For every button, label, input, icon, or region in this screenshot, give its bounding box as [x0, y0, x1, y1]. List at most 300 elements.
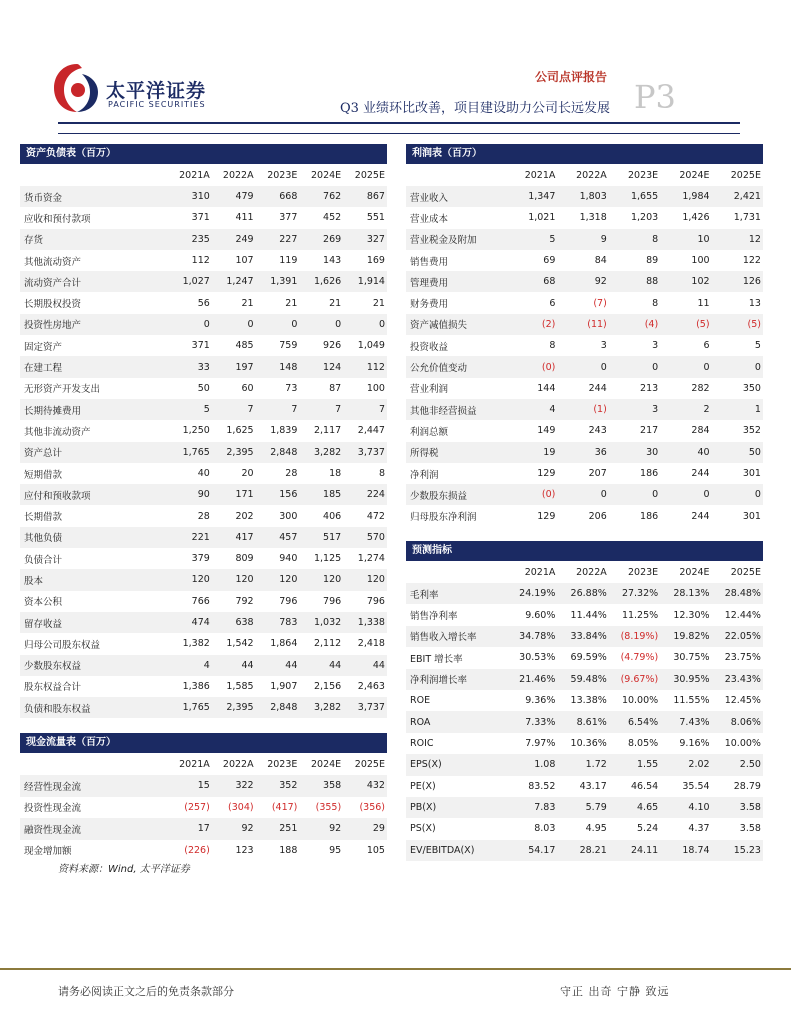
row-label: 其他非经营损益	[410, 405, 477, 417]
table-row	[406, 711, 763, 732]
row-label: 归母公司股东权益	[24, 639, 101, 651]
row-label: 资产总计	[24, 448, 63, 460]
row-label: 留存收益	[24, 618, 63, 630]
row-label: PE(X)	[410, 780, 436, 792]
table-cell: 452	[323, 212, 342, 224]
table-cell: 244	[691, 510, 710, 522]
table-cell: 7	[247, 404, 254, 416]
table-cell: 6	[703, 340, 710, 352]
row-label: EPS(X)	[410, 759, 442, 771]
income-statement-table	[406, 144, 763, 527]
year-header: 2024E	[311, 758, 342, 770]
table-cell: 186	[640, 510, 659, 522]
table-cell: 28	[285, 468, 298, 479]
table-cell: (257)	[184, 801, 210, 813]
table-cell: 36	[594, 446, 607, 458]
table-cell: 90	[197, 489, 210, 501]
table-row	[406, 356, 763, 377]
table-cell: 5	[203, 404, 210, 416]
table-cell: 27.32%	[621, 588, 659, 600]
table-cell: 0	[703, 361, 710, 373]
table-cell: 7.33%	[525, 716, 556, 728]
logo-en-text: PACIFIC SECURITIES	[108, 100, 206, 109]
table-cell: 249	[235, 233, 254, 245]
table-cell: 3.58	[739, 802, 761, 814]
row-label: 营业收入	[410, 192, 449, 204]
table-cell: 1,032	[313, 617, 342, 629]
year-header: 2025E	[730, 169, 761, 181]
table-row	[406, 797, 763, 818]
table-cell: 7	[378, 404, 385, 416]
table-cell: 105	[366, 844, 385, 856]
table-cell: 1	[754, 404, 761, 416]
table-cell: (5)	[747, 318, 761, 330]
table-cell: 8.03	[534, 823, 556, 835]
table-cell: 5	[549, 233, 556, 245]
table-cell: 1,021	[528, 212, 556, 224]
disclaimer-text: 请务必阅读正文之后的免责条款部分	[58, 985, 234, 998]
table-cell: 457	[279, 531, 298, 543]
table-row	[406, 399, 763, 420]
table-row	[406, 250, 763, 271]
table-cell: 301	[742, 468, 761, 479]
table-header	[20, 164, 387, 186]
table-cell: 12	[748, 233, 761, 245]
table-cell: 2	[703, 404, 710, 416]
table-cell: 10	[697, 233, 710, 245]
table-cell: 411	[235, 212, 254, 224]
row-label: EV/EBITDA(X)	[410, 844, 475, 856]
year-header: 2023E	[267, 169, 298, 181]
table-cell: 235	[191, 233, 210, 245]
company-motto: 守正 出奇 宁静 致远	[560, 985, 670, 998]
table-cell: 4	[203, 659, 210, 671]
table-cell: 2,848	[270, 446, 298, 458]
row-label: EBIT 增长率	[410, 653, 463, 665]
row-label: 负债合计	[24, 554, 63, 566]
year-header: 2022A	[576, 566, 607, 578]
table-cell: 88	[646, 276, 659, 288]
table-cell: 940	[279, 553, 298, 565]
table-row	[20, 442, 387, 463]
table-row	[406, 292, 763, 313]
table-cell: 7.43%	[679, 716, 710, 728]
table-cell: 13	[748, 297, 761, 309]
table-row	[406, 186, 763, 207]
table-cell: (0)	[541, 361, 556, 373]
table-cell: 1,203	[630, 212, 659, 224]
table-cell: 21.46%	[519, 673, 556, 685]
row-label: 归母股东净利润	[410, 512, 477, 524]
table-row	[406, 442, 763, 463]
table-cell: 34.78%	[519, 630, 556, 642]
table-cell: 2,463	[357, 680, 385, 692]
table-cell: 144	[537, 382, 556, 394]
table-cell: 327	[366, 233, 385, 245]
table-cell: 244	[588, 382, 607, 394]
table-row	[406, 420, 763, 441]
table-cell: 213	[640, 382, 659, 394]
table-cell: 0	[652, 489, 659, 501]
row-label: ROA	[410, 716, 431, 728]
table-cell: 7	[291, 404, 298, 416]
row-label: 投资性房地产	[24, 320, 82, 332]
table-cell: 126	[742, 276, 761, 288]
year-header: 2022A	[576, 169, 607, 181]
table-cell: 1,839	[270, 425, 298, 437]
table-cell: 18	[329, 468, 342, 479]
page-number: P3	[634, 78, 676, 116]
table-cell: 169	[366, 255, 385, 267]
row-label: 营业税金及附加	[410, 235, 477, 247]
row-label: 其他非流动资产	[24, 426, 91, 438]
year-header: 2023E	[627, 566, 659, 578]
table-cell: 84	[594, 255, 607, 267]
table-row	[20, 463, 387, 484]
table-row	[20, 818, 387, 840]
year-header: 2021A	[524, 169, 556, 181]
table-header	[20, 753, 387, 775]
table-cell: 300	[279, 510, 298, 522]
table-cell: (7)	[593, 297, 607, 309]
table-cell: 7.97%	[525, 737, 556, 749]
table-cell: 668	[279, 191, 298, 203]
table-cell: 11.55%	[673, 695, 710, 707]
table-row	[20, 569, 387, 590]
table-cell: 269	[323, 233, 342, 245]
table-cell: (4.79%)	[620, 652, 659, 664]
table-cell: (226)	[184, 844, 210, 856]
row-label: 固定资产	[24, 341, 63, 353]
table-cell: 2,395	[226, 446, 254, 458]
table-cell: 40	[197, 468, 210, 479]
table-cell: 1.08	[534, 759, 556, 771]
table-cell: 796	[366, 595, 385, 607]
table-cell: 124	[323, 361, 342, 373]
table-cell: 54.17	[528, 844, 556, 856]
year-header: 2025E	[354, 758, 385, 770]
table-cell: 0	[335, 318, 342, 330]
table-cell: 1,382	[182, 638, 210, 650]
table-cell: 149	[537, 425, 556, 437]
table-cell: 783	[279, 617, 298, 629]
table-cell: 10.00%	[724, 737, 761, 749]
table-cell: 1,731	[733, 212, 761, 224]
table-row	[406, 604, 763, 625]
table-cell: (355)	[315, 801, 342, 813]
row-label: 销售净利率	[410, 611, 458, 623]
table-cell: 759	[279, 340, 298, 352]
table-cell: 9.16%	[679, 737, 710, 749]
row-label: 负债和股东权益	[24, 703, 91, 715]
table-cell: 2,112	[313, 638, 342, 650]
table-cell: 56	[197, 297, 210, 309]
year-header: 2023E	[267, 758, 298, 770]
table-cell: 251	[279, 823, 298, 835]
table-cell: 5.24	[637, 823, 659, 835]
table-cell: 1,049	[357, 340, 385, 352]
table-cell: 2.50	[739, 759, 761, 771]
table-cell: 1,542	[226, 638, 254, 650]
table-row	[20, 229, 387, 250]
header-divider	[58, 122, 740, 124]
table-cell: 143	[323, 255, 342, 267]
row-label: 投资收益	[410, 341, 449, 353]
table-row	[406, 505, 763, 526]
table-row	[20, 250, 387, 271]
row-label: 货币资金	[24, 192, 63, 204]
table-cell: 1,984	[682, 191, 710, 203]
table-cell: 352	[279, 780, 298, 792]
table-cell: 9	[600, 233, 607, 245]
table-cell: 15	[197, 780, 210, 792]
report-type: 公司点评报告	[535, 70, 608, 84]
table-cell: 21	[285, 297, 298, 309]
table-cell: 796	[279, 595, 298, 607]
table-cell: 371	[191, 340, 210, 352]
table-cell: (0)	[541, 489, 556, 501]
row-label: PS(X)	[410, 823, 436, 835]
row-label: 短期借款	[24, 469, 63, 481]
table-cell: 6	[549, 297, 556, 309]
table-cell: 11.44%	[570, 609, 607, 621]
table-cell: 23.43%	[724, 673, 761, 685]
table-cell: 33	[197, 361, 210, 373]
row-label: 资本公积	[24, 597, 63, 609]
year-header: 2024E	[311, 169, 342, 181]
table-cell: 221	[191, 531, 210, 543]
table-cell: 350	[742, 382, 761, 394]
table-cell: 1,250	[182, 425, 210, 437]
table-cell: 188	[279, 844, 298, 856]
table-cell: 0	[600, 489, 607, 501]
table-cell: 0	[703, 489, 710, 501]
table-cell: 479	[235, 191, 254, 203]
table-cell: 474	[191, 617, 210, 629]
table-cell: 1,386	[182, 680, 210, 692]
table-cell: (5)	[696, 318, 710, 330]
row-label: 管理费用	[410, 277, 449, 289]
table-cell: 3	[600, 340, 607, 352]
table-cell: 3,282	[313, 702, 342, 714]
table-cell: 9.36%	[525, 695, 556, 707]
table-cell: 1,907	[270, 680, 298, 692]
table-cell: 4.10	[688, 802, 710, 814]
table-cell: 377	[279, 212, 298, 224]
table-cell: 4.37	[688, 823, 710, 835]
row-label: ROIC	[410, 737, 434, 749]
table-cell: 24.11	[630, 844, 659, 856]
table-cell: 11.25%	[621, 609, 659, 621]
table-cell: 244	[691, 468, 710, 479]
table-cell: 7	[335, 404, 342, 416]
table-cell: 29	[372, 823, 385, 835]
table-cell: 310	[191, 191, 210, 203]
table-cell: 322	[235, 780, 254, 792]
table-cell: (1)	[593, 404, 607, 416]
table-cell: 120	[235, 574, 254, 586]
row-label: 投资性现金流	[24, 803, 82, 815]
table-cell: 301	[742, 510, 761, 522]
balance-sheet-table	[20, 144, 387, 718]
table-cell: 100	[691, 255, 710, 267]
table-cell: 120	[279, 574, 298, 586]
year-header: 2022A	[222, 169, 254, 181]
table-cell: 0	[247, 318, 254, 330]
table-cell: 1,585	[226, 680, 254, 692]
pacific-logo-icon	[52, 62, 102, 114]
table-cell: 100	[366, 382, 385, 394]
table-cell: 60	[241, 382, 254, 394]
table-cell: 107	[235, 255, 254, 267]
table-row	[406, 818, 763, 839]
table-row	[20, 420, 387, 441]
table-cell: 3,282	[313, 446, 342, 458]
table-cell: 867	[366, 191, 385, 203]
report-title: Q3 业绩环比改善，项目建设助力公司长远发展	[340, 101, 611, 116]
year-header: 2021A	[179, 169, 210, 181]
table-cell: 1,027	[182, 276, 210, 288]
table-cell: 379	[191, 553, 210, 565]
table-row	[20, 186, 387, 207]
table-cell: 202	[235, 510, 254, 522]
row-label: 净利润	[410, 469, 439, 481]
table-cell: 217	[640, 425, 659, 437]
table-cell: 15.23	[733, 844, 761, 856]
table-cell: 472	[366, 510, 385, 522]
table-cell: 95	[329, 844, 342, 856]
table-cell: 43.17	[579, 780, 607, 792]
cash-flow-table	[20, 733, 387, 861]
table-cell: 517	[323, 531, 342, 543]
table-cell: (356)	[359, 801, 385, 813]
table-cell: 1.55	[637, 759, 659, 771]
table-cell: 185	[323, 489, 342, 501]
table-cell: 8	[652, 233, 659, 245]
row-label: 销售收入增长率	[410, 632, 477, 644]
table-cell: 26.88%	[570, 588, 607, 600]
table-row	[406, 733, 763, 754]
table-cell: 92	[241, 823, 254, 835]
table-cell: 46.54	[630, 780, 659, 792]
table-cell: 44	[329, 659, 342, 671]
table-row	[20, 484, 387, 505]
table-row	[20, 840, 387, 862]
table-cell: 3,737	[357, 446, 385, 458]
table-cell: 1,765	[182, 446, 210, 458]
table-cell: 0	[203, 318, 210, 330]
table-cell: 792	[235, 595, 254, 607]
table-cell: 926	[323, 340, 342, 352]
table-cell: 638	[235, 617, 254, 629]
table-cell: 11	[697, 297, 710, 309]
table-cell: 766	[191, 595, 210, 607]
table-row	[406, 690, 763, 711]
table-row	[406, 626, 763, 647]
table-cell: 284	[691, 425, 710, 437]
table-cell: 197	[235, 361, 254, 373]
table-cell: 24.19%	[519, 588, 556, 600]
table-header	[406, 164, 763, 186]
table-cell: 9.60%	[525, 609, 556, 621]
table-cell: 417	[235, 531, 254, 543]
table-cell: 371	[191, 212, 210, 224]
table-cell: 92	[594, 276, 607, 288]
table-cell: 358	[323, 780, 342, 792]
row-label: 其他负债	[24, 533, 63, 545]
table-cell: 809	[235, 553, 254, 565]
table-cell: (417)	[271, 801, 298, 813]
table-cell: 7.83	[534, 802, 556, 814]
table-cell: 2,848	[270, 702, 298, 714]
row-label: 销售费用	[410, 256, 449, 268]
table-cell: 207	[588, 468, 607, 479]
header-divider-thin	[58, 133, 740, 134]
row-label: 净利润增长率	[410, 675, 468, 687]
year-header: 2021A	[524, 566, 556, 578]
table-cell: 171	[235, 489, 254, 501]
table-cell: 0	[754, 361, 761, 373]
table-cell: 1,426	[682, 212, 710, 224]
table-cell: 1.72	[585, 759, 607, 771]
table-row	[20, 797, 387, 819]
table-title: 资产负债表（百万）	[20, 144, 387, 164]
table-cell: 5.79	[585, 802, 607, 814]
table-cell: 0	[652, 361, 659, 373]
table-row	[20, 356, 387, 377]
table-cell: 112	[191, 255, 210, 267]
table-cell: 1,625	[226, 425, 254, 437]
row-label: ROE	[410, 695, 431, 707]
table-cell: 28	[197, 510, 210, 522]
table-cell: 122	[742, 255, 761, 267]
table-cell: 2,117	[313, 425, 342, 437]
table-cell: 59.48%	[570, 673, 607, 685]
table-cell: 227	[279, 233, 298, 245]
table-row	[20, 378, 387, 399]
table-cell: 73	[285, 382, 298, 394]
table-title: 现金流量表（百万）	[20, 733, 387, 753]
year-header: 2025E	[354, 169, 385, 181]
table-cell: 1,803	[579, 191, 607, 203]
table-row	[406, 314, 763, 335]
table-row	[20, 775, 387, 797]
table-row	[20, 548, 387, 569]
table-title: 利润表（百万）	[406, 144, 763, 164]
table-cell: 1,391	[270, 276, 298, 288]
table-cell: 129	[537, 468, 556, 479]
row-label: 长期股权投资	[24, 299, 82, 311]
table-cell: 1,626	[313, 276, 342, 288]
table-cell: 19.82%	[673, 630, 710, 642]
row-label: 利润总额	[410, 426, 449, 438]
table-cell: 3.58	[739, 823, 761, 835]
table-cell: 120	[366, 574, 385, 586]
table-cell: 8	[652, 297, 659, 309]
table-row	[20, 505, 387, 526]
table-cell: 22.05%	[724, 630, 761, 642]
table-cell: 432	[366, 780, 385, 792]
table-cell: 8.06%	[730, 716, 761, 728]
table-cell: 30	[646, 446, 659, 458]
table-cell: 50	[748, 446, 761, 458]
row-label: 少数股东损益	[410, 490, 468, 502]
table-cell: 35.54	[682, 780, 710, 792]
table-row	[406, 669, 763, 690]
table-cell: 3,737	[357, 702, 385, 714]
table-cell: 1,914	[357, 276, 385, 288]
table-cell: 69	[543, 255, 556, 267]
